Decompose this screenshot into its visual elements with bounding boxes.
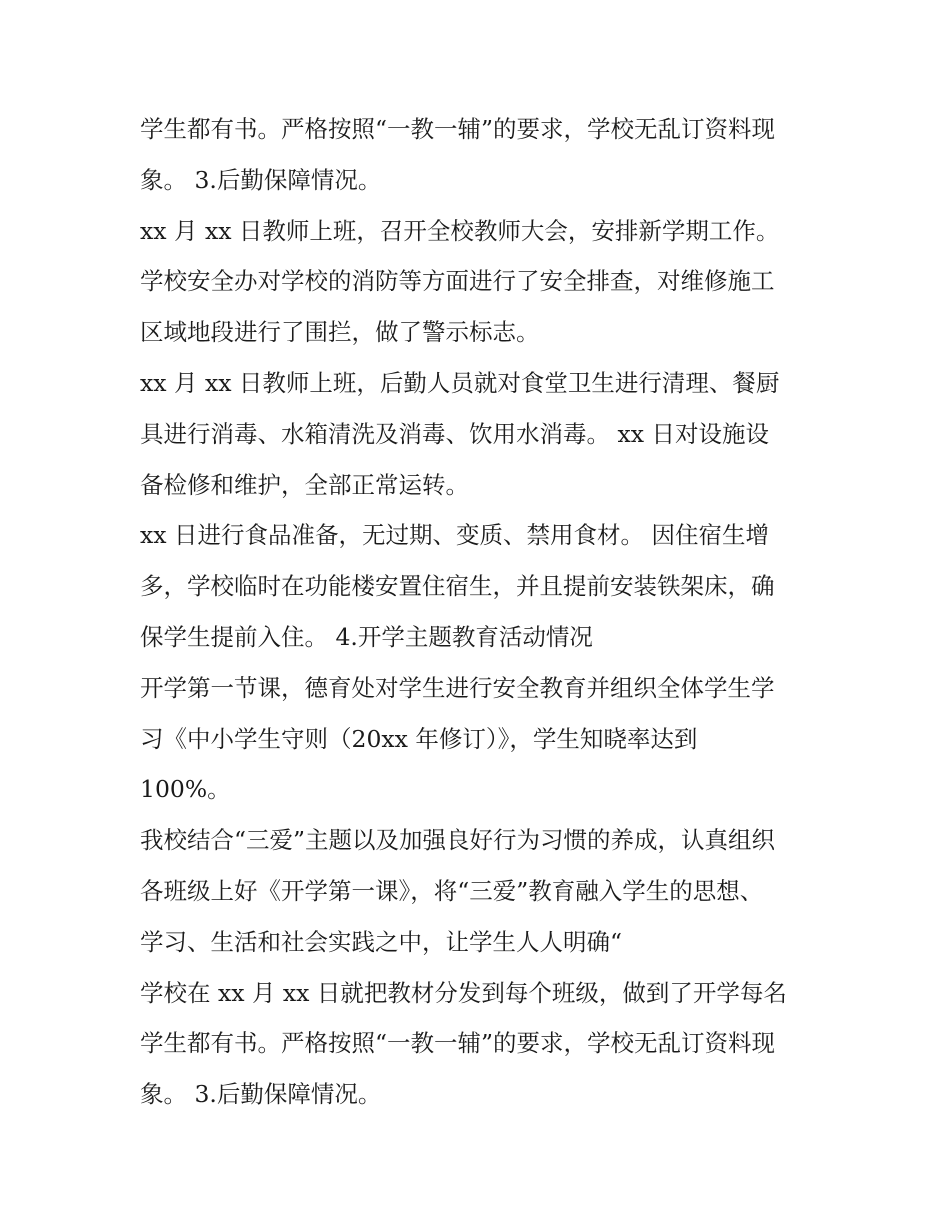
text-line: 备检修和维护，全部正常运转。	[140, 470, 469, 499]
text-line: 各班级上好《开学第一课》，将“三爱”教育融入学生的思想、	[140, 876, 764, 905]
text-line: xx 月 xx 日教师上班，后勤人员就对食堂卫生进行清理、餐厨	[140, 368, 780, 397]
document-body	[140, 104, 830, 1120]
text-line: 100%。	[140, 775, 231, 804]
text-line: 区域地段进行了围拦，做了警示标志。	[140, 318, 540, 347]
text-line: 我校结合“三爱”主题以及加强良好行为习惯的养成，认真组织	[140, 826, 776, 855]
text-line: 开学第一节课，德育处对学生进行安全教育并组织全体学生学	[140, 673, 775, 702]
text-line: 具进行消毒、水箱清洗及消毒、饮用水消毒。 xx 日对设施设	[140, 419, 769, 448]
text-line: 学校在 xx 月 xx 日就把教材分发到每个班级，做到了开学每名	[140, 978, 787, 1007]
text-line: 学生都有书。严格按照“一教一辅”的要求，学校无乱订资料现	[140, 1029, 776, 1058]
text-line: 学习、生活和社会实践之中，让学生人人明确“	[140, 927, 623, 956]
text-line: 保学生提前入住。 4.开学主题教育活动情况	[140, 622, 593, 651]
text-line: 象。 3.后勤保障情况。	[140, 1080, 382, 1109]
text-line: 习《中小学生守则（20xx 年修订）》，学生知晓率达到	[140, 724, 698, 753]
text-line: 象。 3.后勤保障情况。	[140, 165, 382, 194]
text-line: 学生都有书。严格按照“一教一辅”的要求，学校无乱订资料现	[140, 115, 776, 143]
text-line: 多，学校临时在功能楼安置住宿生，并且提前安装铁架床，确	[140, 572, 775, 601]
text-line: xx 日进行食品准备，无过期、变质、禁用食材。 因住宿生增	[140, 521, 769, 550]
text-line: xx 月 xx 日教师上班，召开全校教师大会，安排新学期工作。	[140, 216, 780, 245]
text-line: 学校安全办对学校的消防等方面进行了安全排查，对维修施工	[140, 267, 775, 296]
